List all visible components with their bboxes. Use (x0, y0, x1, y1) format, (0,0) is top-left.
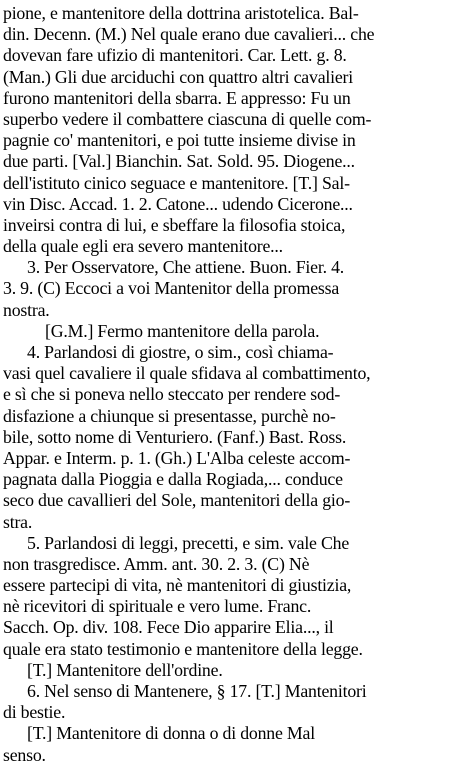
text-line: nè ricevitori di spirituale e vero lume. Franc. (3, 596, 312, 617)
text-line: nostra. (3, 299, 50, 320)
text-line: (Man.) Gli due arciduchi con quattro altri cavalieri (3, 66, 354, 87)
text-line: inveirsi contra di lui, e sbeffare la filosofia stoica, (3, 214, 346, 235)
text-line: [T.] Mantenitore di donna o di donne Mal (27, 723, 315, 744)
text-line: Sacch. Op. div. 108. Fece Dio apparire Elia..., il (3, 617, 334, 638)
text-line: seco due cavallieri del Sole, mantenitori della gio- (3, 490, 351, 511)
text-line: disfazione a chiunque si presentasse, purchè no- (3, 405, 336, 426)
text-line: stra. (3, 511, 33, 532)
text-line: senso. (3, 744, 46, 765)
text-line: due parti. [Val.] Bianchin. Sat. Sold. 95. Diogene... (3, 151, 355, 172)
text-line: vasi quel cavaliere il quale sfidava al combattimento, (3, 363, 371, 384)
dictionary-entry-text (3, 3, 459, 766)
text-line: 4. Parlandosi di giostre, o sim., così chiama- (27, 342, 334, 362)
text-line: furono mantenitori della sbarra. E appresso: Fu un (3, 87, 351, 108)
text-line: e sì che si poneva nello steccato per rendere sod- (3, 384, 341, 405)
text-line: pagnata dalla Pioggia e dalla Rogiada,... conduce (3, 469, 343, 490)
text-line: 5. Parlandosi di leggi, precetti, e sim. vale Che (27, 532, 350, 553)
text-line: quale era stato testimonio e mantenitore della legge. (3, 638, 363, 659)
text-line: [G.M.] Fermo mantenitore della parola. (45, 320, 320, 341)
text-line: non trasgredisce. Amm. ant. 30. 2. 3. (C) Nè (3, 553, 310, 574)
text-line: bile, sotto nome di Venturiero. (Fanf.) Bast. Ross. (3, 426, 347, 447)
text-line: pione, e mantenitore della dottrina aristotelica. Bal- (3, 3, 359, 23)
text-line: pagnie co' mantenitori, e poi tutte insieme divise in (3, 130, 356, 151)
text-line: 6. Nel senso di Mantenere, § 17. [T.] Mantenitori (27, 681, 367, 701)
text-line: din. Decenn. (M.) Nel quale erano due cavalieri... che (3, 24, 375, 45)
text-line: dell'istituto cinico seguace e mantenitore. [T.] Sal- (3, 172, 350, 193)
text-line: dovevan fare ufizio di mantenitori. Car. Lett. g. 8. (3, 45, 347, 66)
text-line: di bestie. (3, 702, 66, 723)
text-line: [T.] Mantenitore dell'ordine. (27, 659, 223, 680)
text-line: essere partecipi di vita, nè mantenitori di giustizia, (3, 575, 352, 596)
text-line: vin Disc. Accad. 1. 2. Catone... udendo Cicerone... (3, 193, 353, 214)
text-line: della quale egli era severo mantenitore... (3, 236, 283, 257)
text-line: 3. 9. (C) Eccoci a voi Mantenitor della promessa (3, 278, 340, 299)
text-line: superbo vedere il combattere ciascuna di quelle com- (3, 108, 372, 129)
text-line: 3. Per Osservatore, Che attiene. Buon. Fier. 4. (27, 257, 345, 278)
text-line: Appar. e Interm. p. 1. (Gh.) L'Alba celeste accom- (3, 447, 351, 468)
